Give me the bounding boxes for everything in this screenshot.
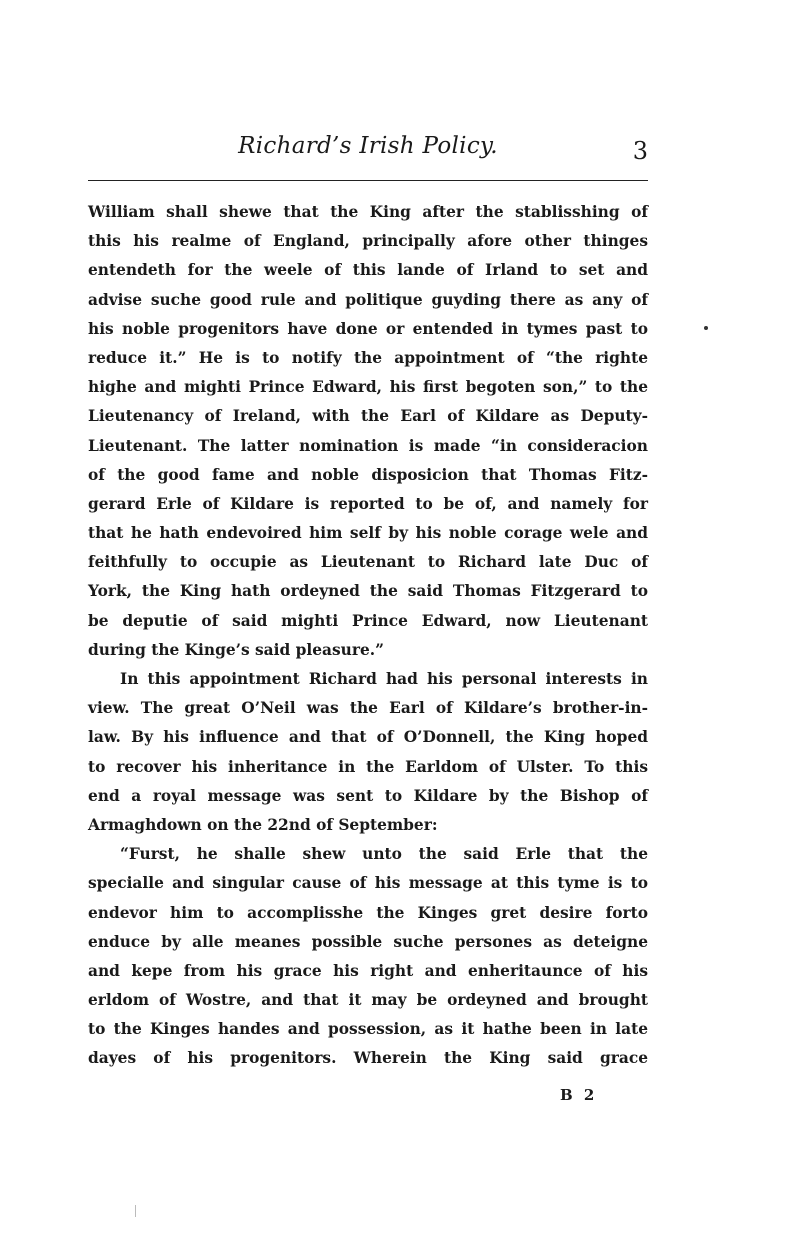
text-line: highe and mighti Prince Edward, his first begoten son,” to the [88,378,648,397]
text-line: law. By his influence and that of O’Donnell, the King hoped [88,728,648,747]
text-line: Armaghdown on the 22nd of September: [88,815,438,834]
text-line: to recover his inheritance in the Earldom of Ulster. To this [88,757,648,776]
text-line: Lieutenant. The latter nomination is made “in consideracion [88,436,648,455]
text-line: In this appointment Richard had his personal interests in [120,670,648,688]
text-line: advise suche good rule and politique guyding there as any of [88,290,648,309]
text-line: end a royal message was sent to Kildare by the Bishop of [88,786,648,805]
text-line: specialle and singular cause of his message at this tyme is to [88,874,648,893]
running-title: Richard’s Irish Policy. [238,133,498,159]
signature-mark: B 2 [560,1086,598,1104]
text-line: enduce by alle meanes possible suche persones as deteigne [88,932,648,951]
margin-speck [135,1205,136,1217]
text-line: that he hath endevoired him self by his noble corage wele and [88,524,648,543]
text-line: entendeth for the weele of this lande of Irland to set and [88,261,648,280]
running-head [88,133,648,173]
page-number: 3 [632,137,648,165]
text-line: this his realme of England, principally afore other thinges [88,232,648,251]
text-line: be deputie of said mighti Prince Edward, now Lieutenant [88,611,648,630]
text-line: feithfully to occupie as Lieutenant to Richard late Duc of [88,553,648,572]
body-text [88,198,648,1074]
text-line: to the Kinges handes and possession, as it hathe been in late [88,1020,648,1039]
text-line: reduce it.” He is to notify the appointment of “the righte [88,348,648,367]
text-line: dayes of his progenitors. Wherein the King said grace [88,1049,648,1068]
text-line: endevor him to accomplisshe the Kinges gret desire forto [88,903,648,922]
text-line: during the Kinge’s said pleasure.” [88,640,384,659]
text-line: erldom of Wostre, and that it may be ordeyned and brought [88,991,648,1010]
text-line: William shall shewe that the King after the stablisshing of [88,203,648,221]
text-line: “Furst, he shalle shew unto the said Erle that the [120,845,648,864]
text-line: Lieutenancy of Ireland, with the Earl of Kildare as Deputy- [88,407,648,426]
text-line: York, the King hath ordeyned the said Thomas Fitzgerard to [88,582,648,601]
text-line: view. The great O’Neil was the Earl of Kildare’s brother-in- [88,699,648,718]
margin-speck [704,326,708,330]
text-line: and kepe from his grace his right and enheritaunce of his [88,961,648,980]
header-rule [88,180,648,181]
text-line: of the good fame and noble disposicion that Thomas Fitz- [88,465,648,484]
text-line: gerard Erle of Kildare is reported to be of, and namely for [88,494,648,513]
text-line: his noble progenitors have done or entended in tymes past to [88,319,648,338]
